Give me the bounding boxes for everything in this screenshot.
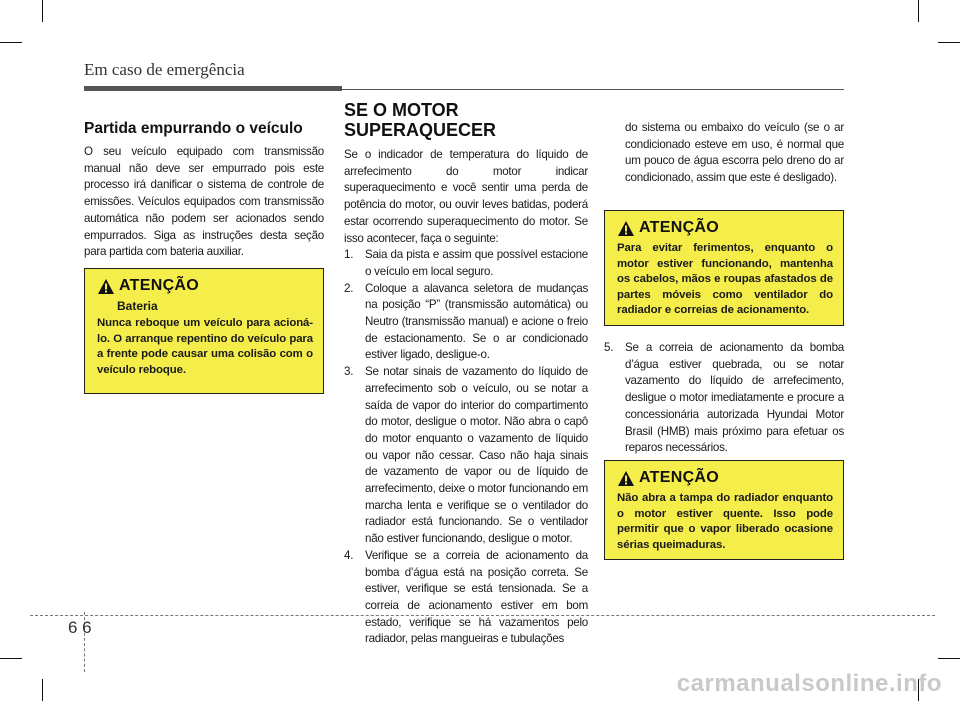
- warning-body: Para evitar ferimentos, enquanto o motor estiver funcionando, mantenha os cabelos, mãos e roupas afastados de partes móveis como ventilador do radiador e correias de acionamento.: [617, 242, 833, 317]
- warning-title: ATENÇÃO: [639, 469, 720, 486]
- column-right-step5: [604, 340, 844, 457]
- crop-mark: [918, 0, 919, 22]
- warning-body: Não abra a tampa do radiador enquanto o motor estiver quente. Isso pode permitir que o vapor liberado ocasione sérias queimaduras.: [617, 492, 833, 551]
- crop-mark: [42, 0, 43, 22]
- crop-mark: [0, 42, 22, 43]
- warning-box-radiator-cap: [604, 460, 844, 560]
- overheat-intro: Se o indicador de temperatura do líquido de arrefecimento do motor indicar superaquecimento e você sentir uma perda de potência do motor, ou ouvir leves batidas, poderá estar ocorrendo superaquecimento do motor. Se isso acontecer, faça o seguinte:: [344, 148, 588, 245]
- header-rule: [342, 89, 844, 90]
- footer-rule: [30, 615, 935, 616]
- step-item: 2. Coloque a alavanca seletora de mudanças na posição “P” (transmissão automática) ou Neutro (transmissão manual) e acione o freio de estacionamento. Se o ar condicionado estiver ligado, desligue-o.: [344, 281, 588, 362]
- crop-mark: [0, 658, 22, 659]
- step-item: 3. Se notar sinais de vazamento do líquido de arrefecimento sob o veículo, ou se notar a saída de vapor do interior do compartimento do motor, desligue o motor. Não abra o capô do motor enquanto o vazamento de líquido ou vapor não cessar. Caso não haja sinais de vazamento de vapor ou de líquido de arrefecimento, deixe o motor funcionando em marcha lenta e verifique se o ventilador do radiador está funcionando. Se o ventilador não estiver funcionando, desligue o motor.: [344, 365, 588, 546]
- warning-title: ATENÇÃO: [119, 277, 200, 294]
- warning-subtitle: Bateria: [117, 299, 158, 313]
- warning-box-battery: [84, 268, 324, 394]
- warning-box-moving-parts: [604, 210, 844, 326]
- column-right: [604, 120, 844, 187]
- overheat-steps: [344, 247, 588, 648]
- section-title: Em caso de emergência: [84, 60, 245, 79]
- step-item: 4. Verifique se a correia de acionamento da bomba d’água está na posição correta. Se estiver, verifique se está tensionada. Se a correia de acionamento estiver em bom estado, verifique se há vazamentos pelo radiador, pelas mangueiras e tubulações: [344, 548, 588, 646]
- column-middle: [344, 100, 588, 648]
- warning-body: Nunca reboque um veículo para acioná-lo. O arranque repentino do veículo para a frente pode causar uma colisão com o veículo reboque.: [97, 317, 313, 376]
- watermark: carmanualsonline.info: [676, 670, 942, 697]
- crop-mark: [42, 679, 43, 701]
- crop-mark: [938, 658, 960, 659]
- step-continuation: do sistema ou embaixo do veículo (se o ar condicionado esteve em uso, é normal que um pouco de água escorra pelo dreno do ar condicionado, assim que este é desligado).: [625, 121, 844, 185]
- header-band: [84, 86, 342, 91]
- crop-mark: [938, 42, 960, 43]
- push-start-paragraph: O seu veículo equipado com transmissão manual não deve ser empurrado pois este processo irá danificar o sistema de controle de emissões. Veículos equipados com transmissão automática não podem ser acionados sendo empurrados. Siga as instruções desta seção para partida com bateria auxiliar.: [84, 145, 324, 259]
- heading-overheat: SE O MOTOR SUPERAQUECER: [344, 100, 497, 140]
- warning-triangle-icon: [617, 220, 635, 237]
- warning-triangle-icon: [617, 470, 635, 487]
- step-item: 1. Saia da pista e assim que possível estacione o veículo em local seguro.: [344, 248, 588, 278]
- warning-title: ATENÇÃO: [639, 219, 720, 236]
- heading-push-start: Partida empurrando o veículo: [84, 120, 303, 137]
- page-number: 6 6: [68, 618, 92, 637]
- warning-triangle-icon: [97, 278, 115, 295]
- step-item: 5. Se a correia de acionamento da bomba d’água estiver quebrada, ou se notar vazamento do líquido de arrefecimento, desligue o motor imediatamente e procure a concessionária autorizada Hyundai Motor Brasil (HMB) mais próximo para efetuar os reparos necessários.: [604, 341, 844, 455]
- column-left: [84, 100, 324, 261]
